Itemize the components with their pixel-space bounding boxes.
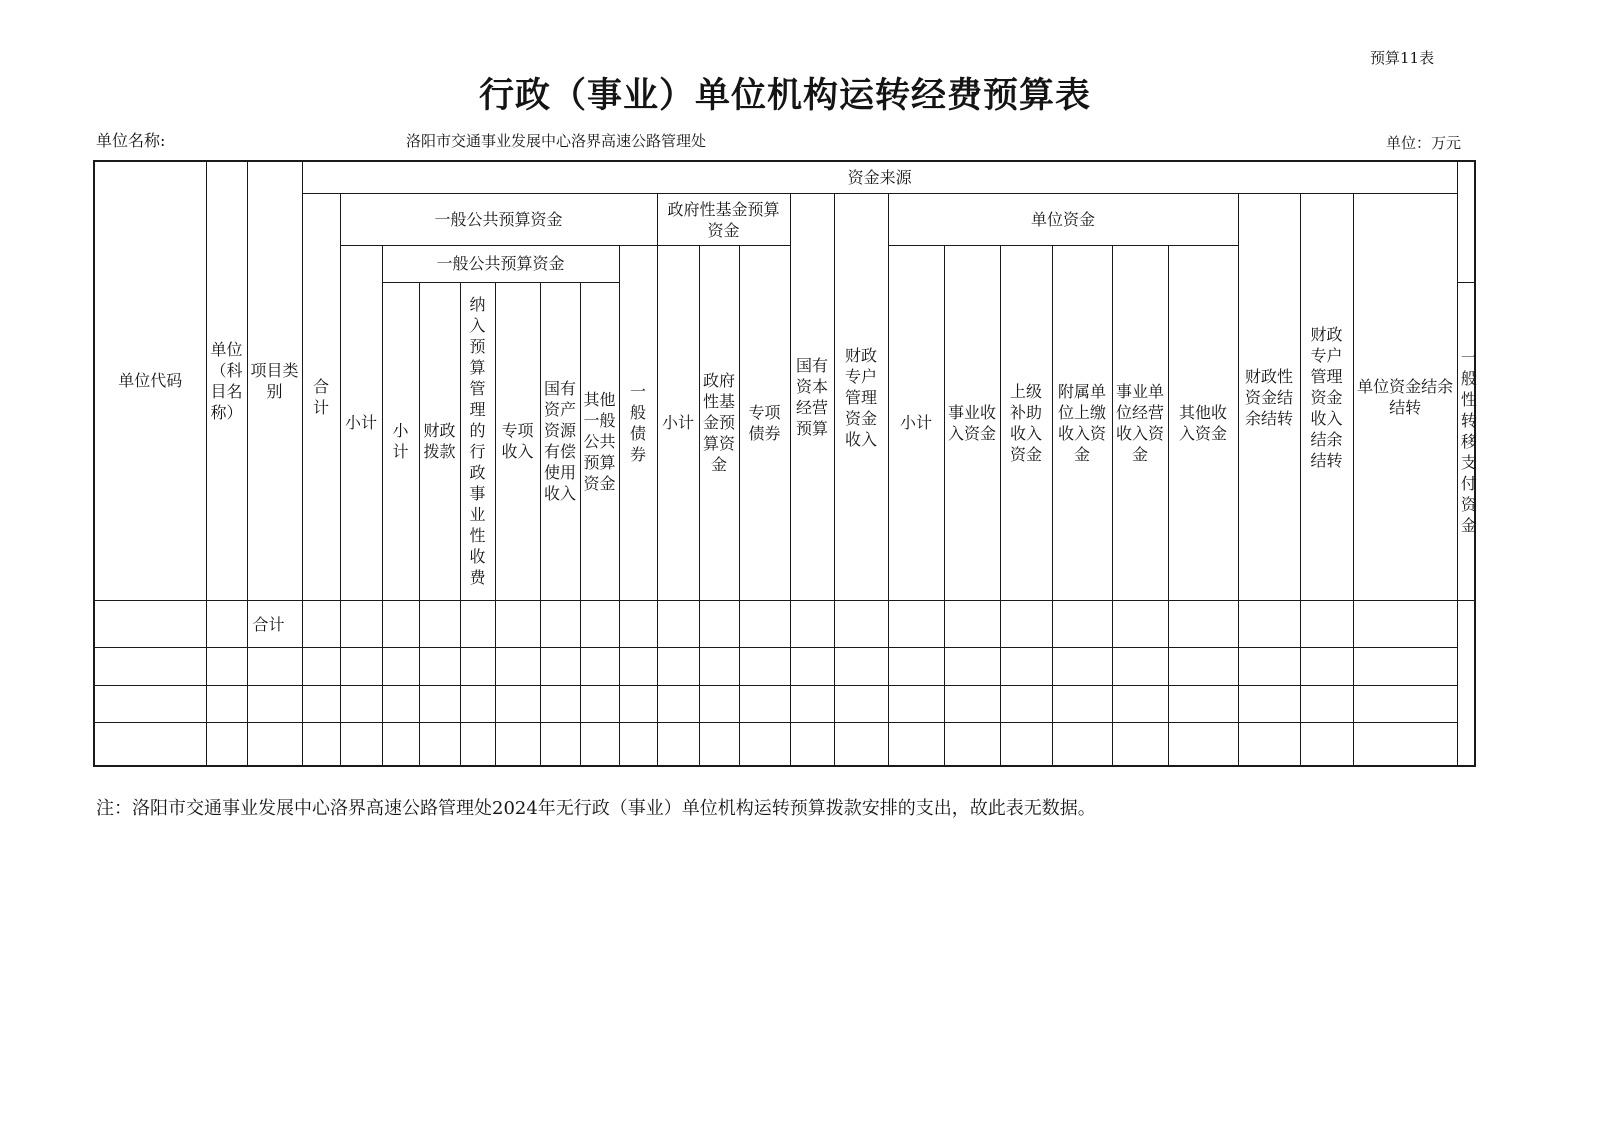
- header-special-income: 专项收入: [495, 282, 540, 600]
- header-state-asset-income: 国有资产资源有偿使用收入: [540, 282, 580, 600]
- header-superior-subsidy: 上级补助收入资金: [1000, 246, 1052, 601]
- header-subtotal-sub: 小计: [382, 282, 419, 600]
- header-gov-fund-budget-sub: 政府性基金预算资金: [699, 246, 739, 601]
- table-row: [94, 723, 1475, 766]
- header-unit-code: 单位代码: [94, 161, 206, 600]
- budget-table: [93, 160, 1476, 767]
- header-gov-fund-budget: 政府性基金预算资金: [657, 194, 790, 246]
- unit-of-measure: 单位：万元: [1386, 134, 1462, 152]
- header-fiscal-carryover: 财政性资金结余结转: [1238, 194, 1300, 600]
- header-special-carryover: 财政专户管理资金收入结余结转: [1300, 194, 1353, 600]
- header-subtotal-gov-fund: 小计: [657, 246, 699, 601]
- header-operating-income: 事业单位经营收入资金: [1112, 246, 1168, 601]
- header-transfer-payment: 一般性转移支付资金: [1457, 282, 1475, 600]
- unit-name-label: 单位名称:: [96, 131, 166, 150]
- header-affiliated-income: 附属单位上缴收入资金: [1052, 246, 1112, 601]
- header-special-bond: 专项债券: [739, 246, 790, 601]
- header-project-type: 项目类别: [247, 161, 302, 600]
- document-title: 行政（事业）单位机构运转经费预算表: [478, 75, 1091, 116]
- table-row: [94, 648, 1475, 685]
- header-subtotal-public: 小计: [340, 246, 382, 601]
- table-number: 预算11表: [1370, 49, 1435, 67]
- header-other-general-public: 其他一般公共预算资金: [580, 282, 619, 600]
- header-admin-fees: 纳入预算管理的行政事业性收费: [460, 282, 495, 600]
- header-general-public-budget: 一般公共预算资金: [340, 194, 657, 246]
- footnote: 注：洛阳市交通事业发展中心洛界高速公路管理处2024年无行政（事业）单位机构运转预算拨款安排的支出，故此表无数据。: [96, 798, 1096, 819]
- header-general-public-sub: 一般公共预算资金: [382, 246, 619, 282]
- header-general-bond: 一般债券: [619, 246, 657, 601]
- header-subtotal-unit: 小计: [888, 246, 944, 601]
- table-row: [94, 685, 1475, 722]
- header-fiscal-special-account: 财政专户管理资金收入: [834, 194, 888, 600]
- header-business-income: 事业收入资金: [944, 246, 1000, 601]
- header-total: 合计: [302, 194, 340, 600]
- unit-name-value: 洛阳市交通事业发展中心洛界高速公路管理处: [406, 132, 707, 150]
- header-fiscal-allocation: 财政拨款: [419, 282, 460, 600]
- header-funding-source: 资金来源: [302, 161, 1457, 194]
- row-total-label: 合计: [247, 600, 302, 648]
- header-unit-funds: 单位资金: [888, 194, 1238, 246]
- table-row: [94, 600, 1475, 648]
- header-unit-name: 单位（科目名称）: [206, 161, 247, 600]
- header-unit-carryover: 单位资金结余结转: [1353, 194, 1457, 600]
- header-other-income: 其他收入资金: [1168, 246, 1238, 601]
- header-state-capital: 国有资本经营预算: [790, 194, 834, 600]
